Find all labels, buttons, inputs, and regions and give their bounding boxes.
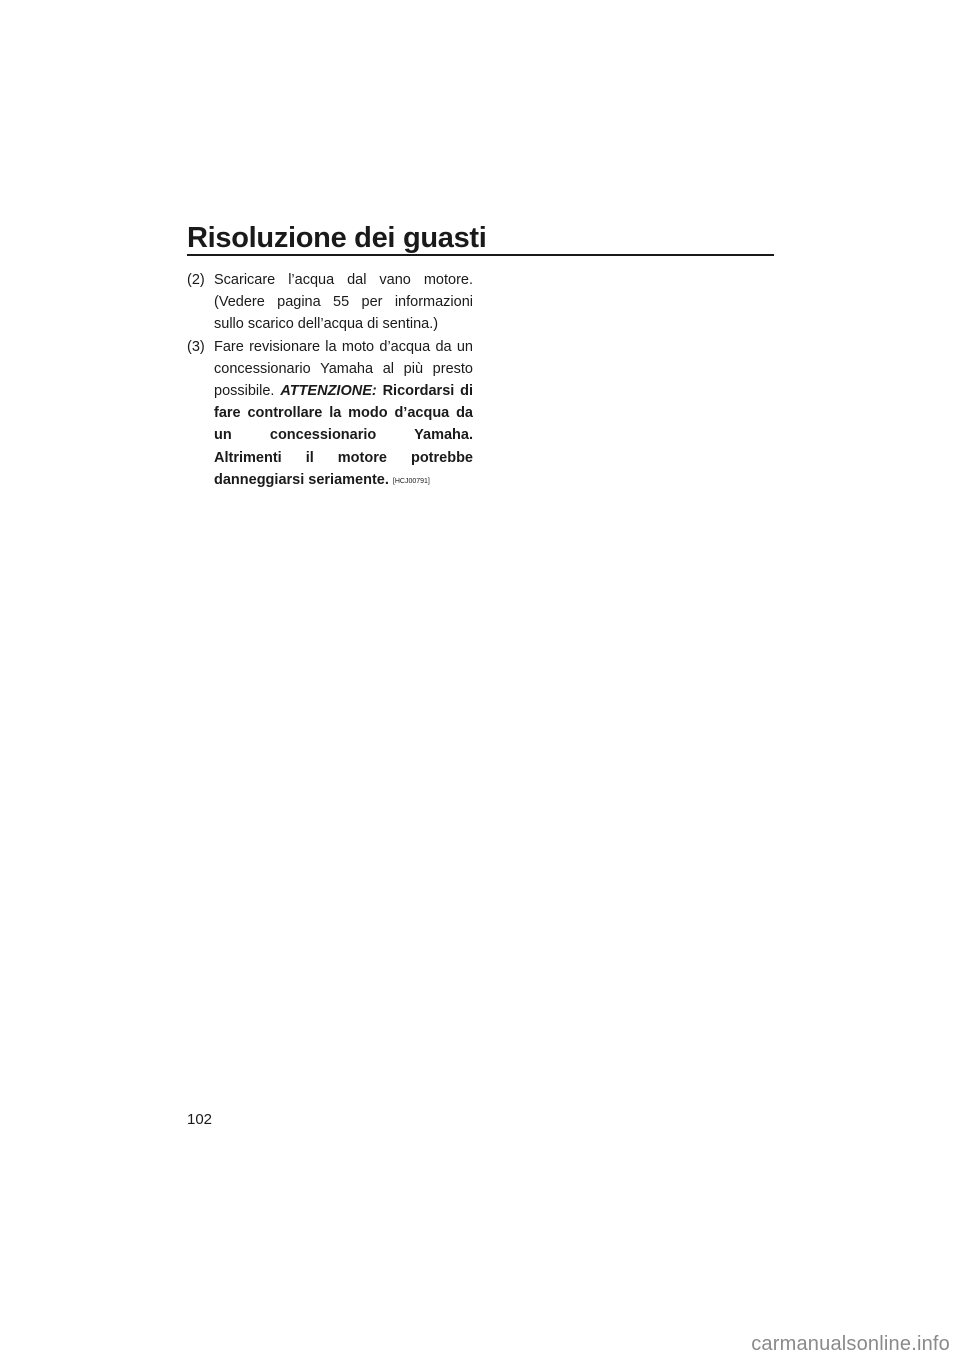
- step-text: Scaricare l’acqua dal vano motore. (Vedere pagina 55 per informazioni sullo scarico dell’acqua di sentina.): [214, 272, 473, 333]
- watermark: carmanualsonline.info: [751, 1333, 950, 1355]
- instruction-list: [187, 269, 473, 494]
- title-divider: [187, 254, 774, 256]
- list-item: [187, 336, 473, 494]
- step-number: (3): [187, 338, 205, 355]
- page-title: Risoluzione dei guasti: [187, 222, 487, 254]
- caution-label: ATTENZIONE:: [280, 383, 377, 400]
- step-text: Fare revisionare la moto d’acqua da un concessionario Yamaha al più presto possibile.: [214, 338, 473, 400]
- page-number: 102: [187, 1111, 213, 1128]
- reference-code: [HCJ00791]: [392, 477, 430, 485]
- caution-text: Ricordarsi di fare controllare la modo d’acqua da un concessionario Yamaha. Altrimenti il motore potrebbe danneggiarsi seriamente.: [214, 383, 474, 488]
- step-number: (2): [187, 272, 205, 288]
- list-item: [187, 269, 473, 336]
